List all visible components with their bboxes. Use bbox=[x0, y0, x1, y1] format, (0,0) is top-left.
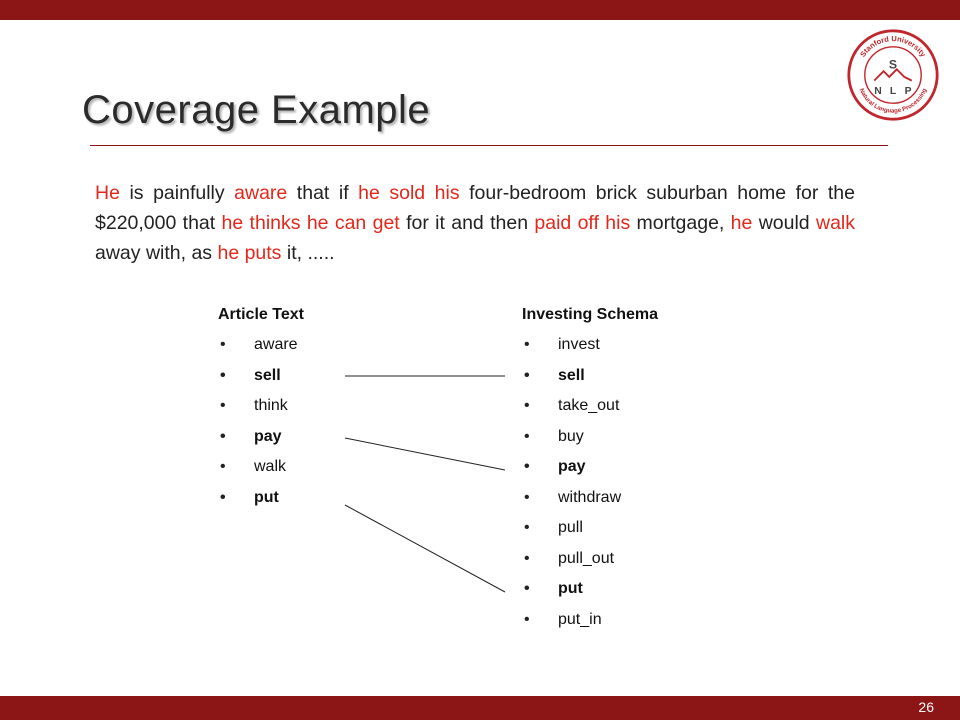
article-item: • pay bbox=[218, 422, 368, 453]
schema-item: • put_in bbox=[522, 605, 722, 636]
investing-schema-column bbox=[522, 300, 722, 635]
logo-letter-p: P bbox=[904, 85, 912, 97]
paragraph-segment: he sold his bbox=[358, 182, 460, 204]
paragraph-segment: his bbox=[605, 212, 631, 234]
paragraph-segment: he puts bbox=[217, 242, 282, 264]
investing-schema-list bbox=[522, 330, 722, 635]
paragraph-segment: He bbox=[95, 182, 120, 204]
logo-arc-bottom: Natural Language Processing bbox=[857, 87, 929, 115]
investing-schema-heading: Investing Schema bbox=[522, 306, 659, 323]
alignment-line-put bbox=[345, 505, 505, 592]
paragraph-segment: walk bbox=[816, 212, 856, 234]
schema-item: • invest bbox=[522, 330, 722, 361]
paragraph-segment: he thinks he can get bbox=[221, 212, 400, 234]
paragraph-segment: paid off bbox=[534, 212, 599, 234]
paragraph-segment: away with, as bbox=[95, 242, 218, 264]
paragraph-segment: it, ..... bbox=[281, 242, 335, 264]
paragraph-segment: would bbox=[752, 212, 816, 234]
article-item: • aware bbox=[218, 330, 368, 361]
paragraph-segment: mortgage, bbox=[630, 212, 731, 234]
logo-arc-top: Stanford University bbox=[858, 34, 928, 59]
paragraph-segment: four-bedroom brick suburban home for the $220,000 that bbox=[95, 182, 855, 234]
schema-item: • take_out bbox=[522, 391, 722, 422]
paragraph-segment: he bbox=[730, 212, 753, 234]
title-divider bbox=[90, 145, 888, 146]
logo-letter-n: N bbox=[874, 85, 882, 97]
paragraph-segment: for it and then bbox=[399, 212, 535, 234]
schema-item: • put bbox=[522, 574, 722, 605]
paragraph-segment: aware bbox=[234, 182, 288, 204]
article-text-list bbox=[218, 330, 368, 513]
schema-item: • pull bbox=[522, 513, 722, 544]
schema-item: • pull_out bbox=[522, 544, 722, 575]
article-item: • put bbox=[218, 483, 368, 514]
schema-item: • sell bbox=[522, 361, 722, 392]
page-title: Coverage Example bbox=[82, 88, 431, 132]
example-paragraph bbox=[95, 178, 855, 268]
logo-letter-l: L bbox=[889, 85, 897, 97]
footer-bar bbox=[0, 696, 960, 720]
paragraph-segment: is painfully bbox=[119, 182, 235, 204]
stanford-nlp-logo bbox=[846, 28, 940, 122]
paragraph-segment: that if bbox=[287, 182, 359, 204]
schema-item: • withdraw bbox=[522, 483, 722, 514]
article-text-column bbox=[218, 300, 368, 513]
article-text-heading: Article Text bbox=[218, 306, 304, 323]
logo-letter-s: S bbox=[888, 57, 898, 72]
article-item: • think bbox=[218, 391, 368, 422]
schema-item: • pay bbox=[522, 452, 722, 483]
page-number: 26 bbox=[918, 699, 934, 715]
schema-item: • buy bbox=[522, 422, 722, 453]
alignment-line-pay bbox=[345, 438, 505, 470]
top-bar bbox=[0, 0, 960, 20]
article-item: • walk bbox=[218, 452, 368, 483]
article-item: • sell bbox=[218, 361, 368, 392]
